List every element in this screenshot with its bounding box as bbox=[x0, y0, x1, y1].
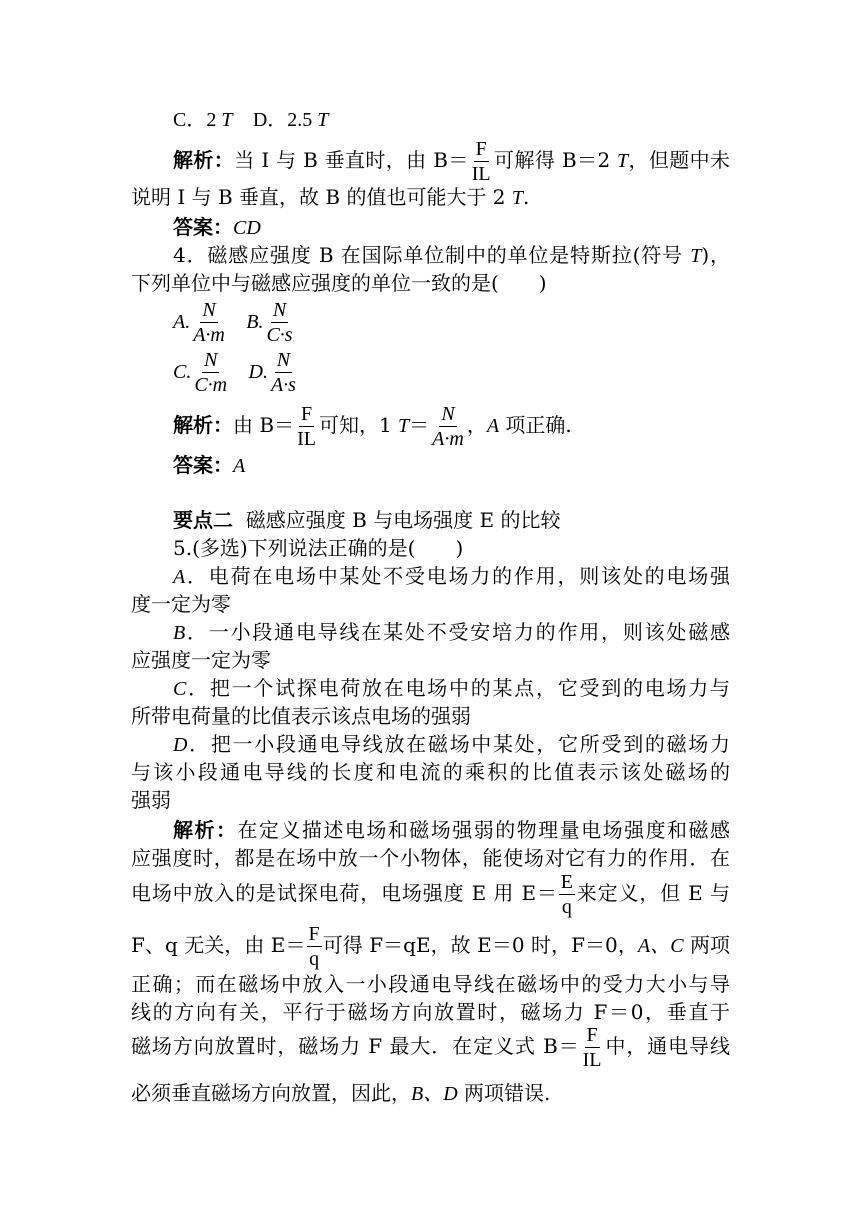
q4-stem-line-1 bbox=[173, 240, 730, 271]
q4-answer-line bbox=[173, 450, 245, 481]
q5-analysis-text-8b: 两项错误. bbox=[457, 1081, 551, 1105]
q5-stem bbox=[173, 533, 463, 563]
q5-option-a-text-2: 度一定为零 bbox=[131, 592, 231, 616]
q4-stem-2: 下列单位中与磁感应强度的单位一致的是( ) bbox=[131, 271, 547, 295]
q4-analysis-line bbox=[173, 402, 572, 449]
q5-option-d-letter: D bbox=[173, 734, 188, 756]
q3-analysis-line-2-text: 说明 I 与 B 垂直，故 B 的值也可能大于 2 bbox=[131, 185, 512, 209]
q3-options-line bbox=[173, 104, 328, 135]
q3-analysis-text-3: ，但题中未 bbox=[628, 148, 731, 172]
q5-analysis-fraction-3 bbox=[581, 1025, 604, 1070]
fraction-denominator: C·s bbox=[266, 324, 293, 346]
q3-option-d-unit: T bbox=[317, 109, 329, 131]
q4-option-d-fraction bbox=[269, 350, 298, 395]
fraction-denominator: q bbox=[561, 896, 572, 918]
q5-analysis-line-4 bbox=[131, 920, 730, 971]
q5-option-b-text-2: 应强度一定为零 bbox=[131, 648, 271, 672]
fraction-numerator: N bbox=[204, 349, 218, 371]
q3-analysis-fraction bbox=[470, 139, 493, 184]
fraction-denominator: IL bbox=[297, 428, 316, 450]
q5-analysis-text-7b: 中，通电导线 bbox=[604, 1034, 731, 1058]
q5-analysis-text-6: 线的方向有关，平行于磁场方向放置时，磁场力 F＝0，垂直于 bbox=[131, 1000, 730, 1024]
q4-option-c-letter: C. bbox=[173, 361, 192, 383]
q5-analysis-text-3b: 来定义，但 E 与 bbox=[575, 881, 730, 905]
q5-option-a-letter: A bbox=[173, 566, 186, 588]
fraction-numerator: F bbox=[586, 1024, 598, 1046]
q5-analysis-line-8 bbox=[131, 1078, 550, 1109]
fraction-denominator: IL bbox=[582, 1049, 602, 1071]
q5-analysis-line-5 bbox=[131, 969, 730, 999]
q5-option-c-letter: C bbox=[173, 678, 187, 700]
q5-option-a-text-1: ．电荷在电场中某处不受电场力的作用，则该处的电场强 bbox=[185, 564, 730, 588]
q5-option-d-text-3: 强弱 bbox=[131, 788, 171, 812]
q5-option-b-line-1 bbox=[173, 617, 730, 648]
fraction-numerator: N bbox=[441, 403, 455, 425]
fraction-denominator: C·m bbox=[194, 374, 228, 396]
q3-analysis-label: 解析： bbox=[173, 148, 235, 172]
fraction-numerator: F bbox=[308, 923, 320, 945]
q5-analysis-text-4b: 可得 F＝qE，故 E＝0 时，F＝0， bbox=[322, 933, 638, 957]
q5-analysis-text-4c: 两项 bbox=[683, 933, 731, 957]
section-title: 磁感应强度 B 与电场强度 E 的比较 bbox=[233, 508, 561, 532]
q5-analysis-options-ac: A、C bbox=[637, 935, 684, 957]
fraction-numerator: N bbox=[272, 299, 287, 321]
q4-analysis-fraction-2 bbox=[430, 404, 466, 449]
q5-analysis-text-8a: 必须垂直磁场方向放置，因此， bbox=[131, 1081, 411, 1105]
q3-analysis-line-2-unit: T bbox=[511, 187, 524, 209]
q4-analysis-text-4: ， bbox=[466, 413, 487, 437]
q3-analysis-text-1: 当 I 与 B 垂直时，由 B＝ bbox=[234, 148, 469, 172]
q4-option-a-fraction bbox=[191, 300, 227, 345]
q5-analysis-text-4a: F、q 无关，由 E＝ bbox=[131, 933, 306, 957]
q4-analysis-text-3: ＝ bbox=[409, 413, 430, 437]
q5-analysis-options-bd: B、D bbox=[411, 1083, 458, 1105]
section-heading bbox=[173, 505, 560, 535]
q3-analysis-line-2-end: . bbox=[523, 185, 530, 209]
q3-option-c-unit: T bbox=[221, 109, 233, 131]
q4-option-b-fraction bbox=[264, 300, 294, 345]
q5-option-b-letter: B bbox=[173, 622, 186, 644]
q4-analysis-text-1: 由 B＝ bbox=[233, 413, 295, 437]
q5-option-c-line-1 bbox=[173, 673, 730, 704]
q4-analysis-fraction-1 bbox=[295, 404, 318, 449]
q5-option-d-line-3 bbox=[131, 785, 171, 815]
q4-option-b-letter: B. bbox=[246, 311, 264, 333]
fraction-denominator: q bbox=[309, 948, 320, 970]
q4-stem-1a: 4．磁感应强度 B 在国际单位制中的单位是特斯拉(符号 bbox=[173, 243, 691, 267]
q5-option-d-text-1: ．把一小段通电导线放在磁场中某处，它所受到的磁场力 bbox=[187, 732, 730, 756]
q5-stem-text: 5.(多选)下列说法正确的是( ) bbox=[173, 536, 464, 560]
fraction-numerator: F bbox=[300, 403, 313, 425]
q4-option-c-fraction bbox=[192, 350, 229, 395]
q4-stem-unit: T bbox=[690, 245, 702, 267]
q5-analysis-line-1 bbox=[173, 815, 730, 845]
q5-option-d-line-2 bbox=[131, 757, 730, 787]
q4-analysis-text-2: 可知，1 bbox=[318, 413, 399, 437]
fraction-denominator: A·m bbox=[432, 428, 464, 450]
q5-analysis-fraction-2 bbox=[307, 924, 322, 969]
q5-option-a-line-1 bbox=[173, 561, 730, 592]
q5-option-d-text-2: 与该小段通电导线的长度和电流的乘积的比值表示该处磁场的 bbox=[131, 760, 730, 784]
q4-stem-1b: )， bbox=[701, 243, 730, 267]
q5-analysis-text-2: 应强度时，都是在场中放一个小物体，能使场对它有力的作用．在 bbox=[131, 846, 730, 870]
q5-option-b-text-1: ．一小段通电导线在某处不受安培力的作用，则该处磁感 bbox=[185, 620, 730, 644]
q5-option-a-line-2 bbox=[131, 589, 231, 619]
q3-analysis-line-1 bbox=[173, 138, 730, 184]
q3-analysis-line-2 bbox=[131, 182, 529, 213]
q5-option-c-text-1: ．把一个试探电荷放在电场中的某点，它受到的电场力与 bbox=[186, 676, 730, 700]
q5-analysis-label: 解析： bbox=[173, 818, 238, 842]
q5-option-b-line-2 bbox=[131, 645, 271, 675]
fraction-numerator: F bbox=[475, 138, 487, 160]
q4-analysis-option: A bbox=[486, 415, 500, 437]
q3-analysis-text-2: 可解得 B＝2 bbox=[493, 148, 617, 172]
q3-option-c: C．2 bbox=[173, 109, 222, 131]
q4-analysis-unit: T bbox=[398, 415, 410, 437]
q5-option-c-line-2 bbox=[131, 701, 471, 731]
q3-analysis-unit: T bbox=[616, 150, 629, 172]
q5-analysis-text-7a: 磁场方向放置时，磁场力 F 最大．在定义式 B＝ bbox=[131, 1034, 580, 1058]
fraction-numerator: N bbox=[276, 349, 291, 371]
q4-analysis-label: 解析： bbox=[173, 413, 233, 437]
q4-answer-value: A bbox=[233, 455, 246, 477]
q5-option-c-text-2: 所带电荷量的比值表示该点电场的强弱 bbox=[131, 704, 471, 728]
q4-options-cd bbox=[173, 348, 299, 395]
q4-option-a-letter: A. bbox=[173, 311, 191, 333]
fraction-denominator: A·s bbox=[270, 374, 296, 396]
q3-answer-line bbox=[173, 212, 261, 243]
q3-option-d: D．2.5 bbox=[252, 109, 318, 131]
q5-analysis-text-3a: 电场中放入的是试探电荷，电场强度 E 用 E＝ bbox=[131, 881, 558, 905]
fraction-denominator: A·m bbox=[193, 324, 225, 346]
q5-option-d-line-1 bbox=[173, 729, 730, 760]
q5-analysis-fraction-1 bbox=[559, 872, 575, 917]
q4-stem-line-2 bbox=[131, 268, 547, 298]
fraction-numerator: E bbox=[560, 871, 573, 893]
q4-answer-label: 答案： bbox=[173, 453, 233, 477]
q4-options-ab bbox=[173, 298, 296, 345]
q3-answer-label: 答案： bbox=[173, 215, 233, 239]
q5-analysis-line-7 bbox=[131, 1021, 730, 1071]
fraction-denominator: IL bbox=[471, 163, 491, 185]
fraction-numerator: N bbox=[202, 299, 216, 321]
q3-answer-value: CD bbox=[233, 217, 261, 239]
q5-analysis-text-5: 正确；而在磁场中放入一小段通电导线在磁场中的受力大小与导 bbox=[131, 972, 730, 996]
q4-option-d-letter: D. bbox=[248, 361, 268, 383]
q5-analysis-text-1: 在定义描述电场和磁场强弱的物理量电场强度和磁感 bbox=[237, 818, 731, 842]
q5-analysis-line-3 bbox=[131, 868, 730, 918]
q4-analysis-text-5: 项正确. bbox=[499, 413, 572, 437]
section-label: 要点二 bbox=[173, 508, 233, 532]
